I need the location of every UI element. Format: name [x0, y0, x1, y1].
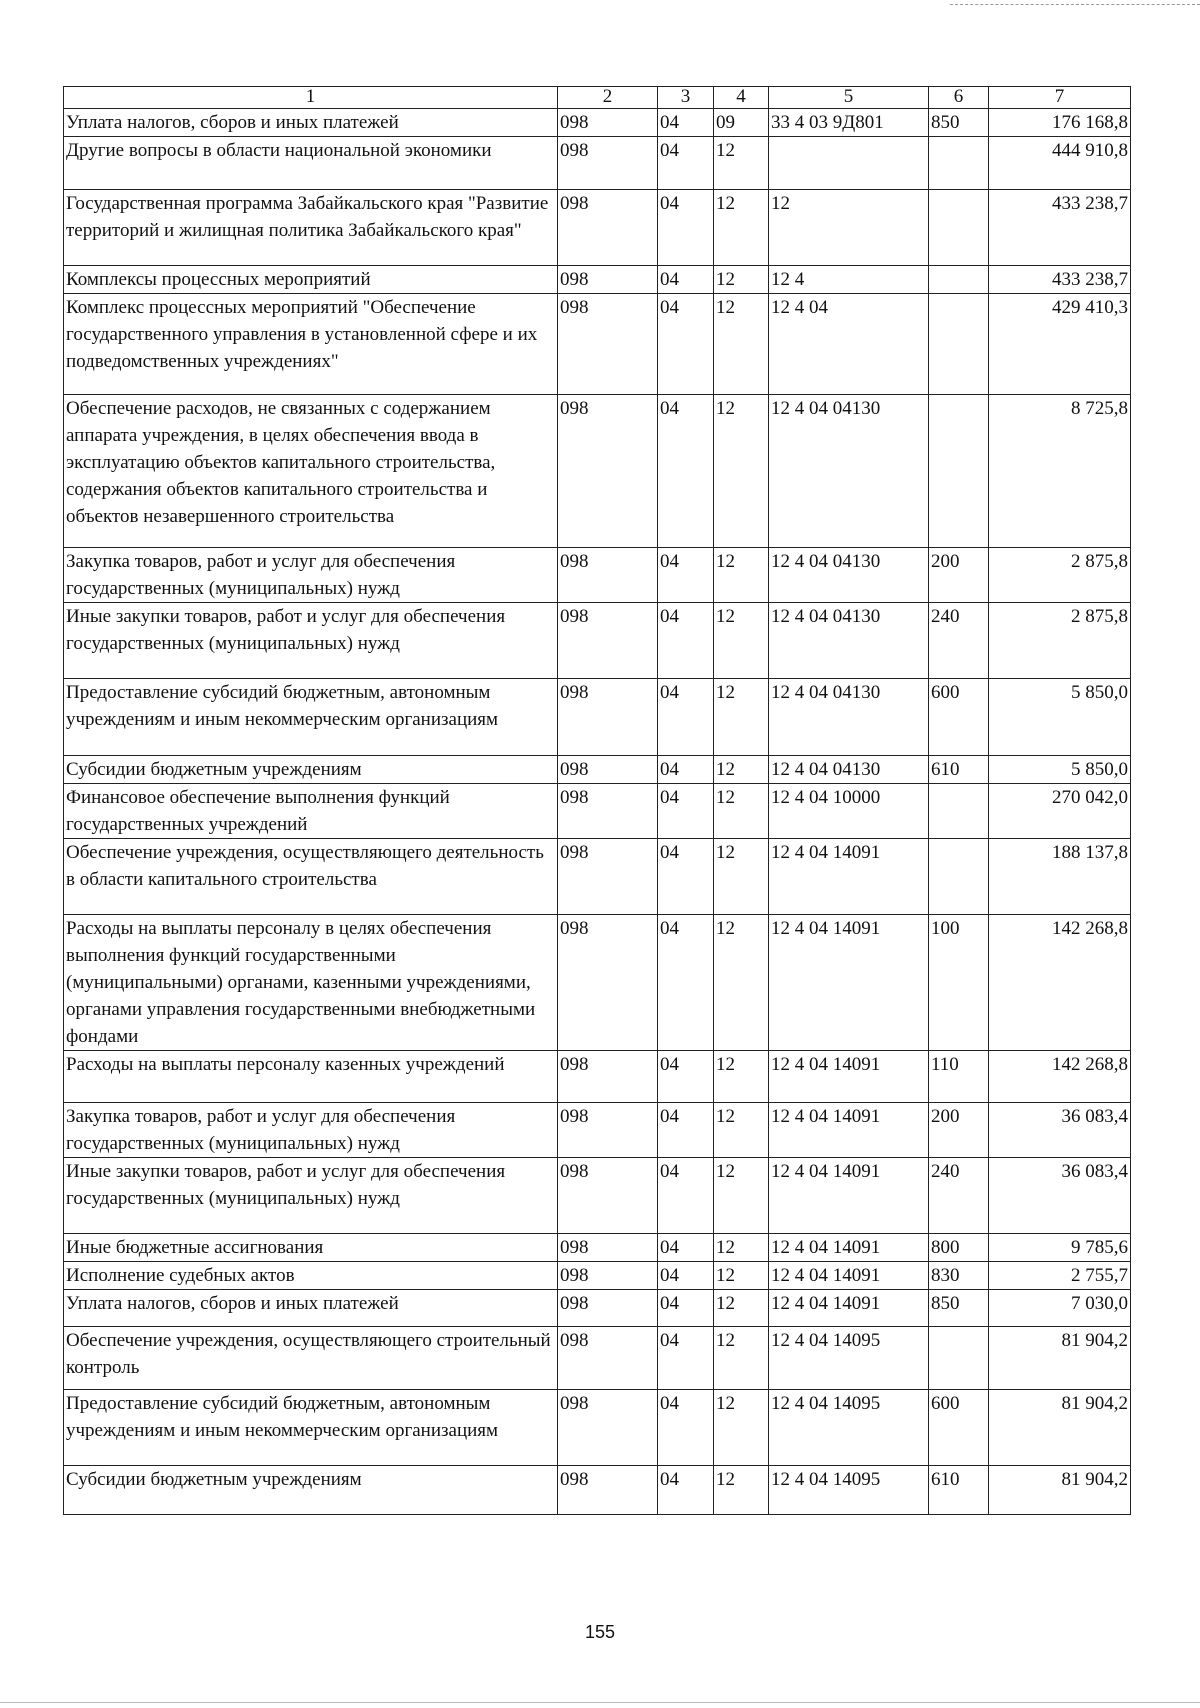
row-col5-cell: 12	[769, 190, 929, 266]
row-name-cell: Субсидии бюджетным учреждениям	[64, 1466, 558, 1515]
row-col3-cell: 04	[658, 756, 714, 784]
row-col5-cell: 12 4 04 14091	[769, 1234, 929, 1262]
row-col2-cell: 098	[558, 1234, 658, 1262]
table-row	[64, 1234, 1131, 1262]
row-amount-cell: 81 904,2	[989, 1466, 1131, 1515]
row-col4-cell: 12	[714, 603, 769, 679]
table-row	[64, 190, 1131, 266]
row-col2-cell: 098	[558, 1390, 658, 1466]
row-name-cell: Обеспечение расходов, не связанных с содержанием аппарата учреждения, в целях обеспечения ввода в эксплуатацию объектов капитального строительства, содержания объектов капитального строительства и объектов незавершенного строительства	[64, 395, 558, 548]
row-col3-cell: 04	[658, 1290, 714, 1327]
row-col4-cell: 12	[714, 915, 769, 1051]
row-col3-cell: 04	[658, 1466, 714, 1515]
row-name-cell: Предоставление субсидий бюджетным, автономным учреждениям и иным некоммерческим организациям	[64, 679, 558, 756]
row-col2-cell: 098	[558, 1466, 658, 1515]
row-col5-cell: 12 4 04 14091	[769, 1103, 929, 1158]
table-row	[64, 1051, 1131, 1103]
row-name-cell: Иные бюджетные ассигнования	[64, 1234, 558, 1262]
row-col6-cell: 600	[929, 1390, 989, 1466]
row-col2-cell: 098	[558, 294, 658, 395]
row-col6-cell	[929, 1327, 989, 1390]
bottom-rule	[0, 1702, 1200, 1704]
row-name-cell: Предоставление субсидий бюджетным, автономным учреждениям и иным некоммерческим организациям	[64, 1390, 558, 1466]
row-col6-cell	[929, 784, 989, 839]
row-amount-cell: 36 083,4	[989, 1103, 1131, 1158]
row-col6-cell: 240	[929, 603, 989, 679]
row-col2-cell: 098	[558, 190, 658, 266]
row-col4-cell: 12	[714, 784, 769, 839]
row-col2-cell: 098	[558, 1158, 658, 1234]
row-col4-cell: 12	[714, 1051, 769, 1103]
table-row	[64, 548, 1131, 603]
row-amount-cell: 2 755,7	[989, 1262, 1131, 1290]
row-col4-cell: 12	[714, 395, 769, 548]
row-col5-cell: 12 4 04 14091	[769, 1158, 929, 1234]
row-amount-cell: 7 030,0	[989, 1290, 1131, 1327]
row-amount-cell: 433 238,7	[989, 266, 1131, 294]
row-name-cell: Расходы на выплаты персоналу в целях обеспечения выполнения функций государственными (муниципальными) органами, казенными учреждениями, органами управления государственными внебюджетными фондами	[64, 915, 558, 1051]
row-name-cell: Обеспечение учреждения, осуществляющего деятельность в области капитального строительства	[64, 839, 558, 915]
row-name-cell: Финансовое обеспечение выполнения функций государственных учреждений	[64, 784, 558, 839]
table-row	[64, 915, 1131, 1051]
row-col4-cell: 12	[714, 548, 769, 603]
table-row	[64, 137, 1131, 190]
row-col2-cell: 098	[558, 548, 658, 603]
row-col6-cell: 200	[929, 548, 989, 603]
row-amount-cell: 176 168,8	[989, 109, 1131, 137]
row-name-cell: Обеспечение учреждения, осуществляющего строительный контроль	[64, 1327, 558, 1390]
row-col6-cell: 610	[929, 1466, 989, 1515]
header-cell-6: 6	[929, 87, 989, 109]
row-name-cell: Субсидии бюджетным учреждениям	[64, 756, 558, 784]
row-col4-cell: 12	[714, 756, 769, 784]
row-col3-cell: 04	[658, 109, 714, 137]
row-col3-cell: 04	[658, 395, 714, 548]
table-row	[64, 784, 1131, 839]
row-col5-cell: 12 4 04 04130	[769, 603, 929, 679]
row-col6-cell: 600	[929, 679, 989, 756]
table-row	[64, 266, 1131, 294]
row-amount-cell: 81 904,2	[989, 1390, 1131, 1466]
row-col3-cell: 04	[658, 294, 714, 395]
row-amount-cell: 36 083,4	[989, 1158, 1131, 1234]
row-col2-cell: 098	[558, 1327, 658, 1390]
row-col6-cell	[929, 266, 989, 294]
table-row	[64, 1158, 1131, 1234]
row-col2-cell: 098	[558, 603, 658, 679]
row-name-cell: Другие вопросы в области национальной экономики	[64, 137, 558, 190]
row-col6-cell	[929, 137, 989, 190]
row-col6-cell: 830	[929, 1262, 989, 1290]
table-row	[64, 1290, 1131, 1327]
row-amount-cell: 188 137,8	[989, 839, 1131, 915]
row-name-cell: Иные закупки товаров, работ и услуг для обеспечения государственных (муниципальных) нужд	[64, 1158, 558, 1234]
row-col3-cell: 04	[658, 679, 714, 756]
row-col5-cell: 33 4 03 9Д801	[769, 109, 929, 137]
row-col2-cell: 098	[558, 839, 658, 915]
header-cell-2: 2	[558, 87, 658, 109]
row-col3-cell: 04	[658, 603, 714, 679]
row-col2-cell: 098	[558, 266, 658, 294]
header-cell-4: 4	[714, 87, 769, 109]
row-amount-cell: 2 875,8	[989, 603, 1131, 679]
row-name-cell: Государственная программа Забайкальского края "Развитие территорий и жилищная политика Забайкальского края"	[64, 190, 558, 266]
row-col6-cell	[929, 839, 989, 915]
budget-table	[63, 86, 1131, 1515]
row-col6-cell: 850	[929, 109, 989, 137]
row-col5-cell: 12 4 04 14095	[769, 1466, 929, 1515]
row-col4-cell: 12	[714, 1103, 769, 1158]
row-col4-cell: 12	[714, 1290, 769, 1327]
row-col3-cell: 04	[658, 1051, 714, 1103]
row-col2-cell: 098	[558, 395, 658, 548]
row-col4-cell: 12	[714, 679, 769, 756]
row-col6-cell: 200	[929, 1103, 989, 1158]
table-body	[64, 109, 1131, 1515]
row-col5-cell: 12 4 04 14091	[769, 915, 929, 1051]
row-col6-cell	[929, 294, 989, 395]
table-row	[64, 1466, 1131, 1515]
row-col6-cell: 100	[929, 915, 989, 1051]
row-col4-cell: 12	[714, 1262, 769, 1290]
row-amount-cell: 429 410,3	[989, 294, 1131, 395]
row-col2-cell: 098	[558, 137, 658, 190]
table-row	[64, 1390, 1131, 1466]
row-amount-cell: 433 238,7	[989, 190, 1131, 266]
row-col4-cell: 12	[714, 137, 769, 190]
row-col5-cell: 12 4 04 04130	[769, 548, 929, 603]
row-col3-cell: 04	[658, 1234, 714, 1262]
row-name-cell: Уплата налогов, сборов и иных платежей	[64, 1290, 558, 1327]
row-col2-cell: 098	[558, 1290, 658, 1327]
row-col2-cell: 098	[558, 1051, 658, 1103]
row-col5-cell: 12 4 04 14091	[769, 839, 929, 915]
row-amount-cell: 142 268,8	[989, 1051, 1131, 1103]
row-name-cell: Комплекс процессных мероприятий "Обеспечение государственного управления в установленной сфере и их подведомственных учреждениях"	[64, 294, 558, 395]
row-col6-cell	[929, 395, 989, 548]
table-row	[64, 294, 1131, 395]
row-col3-cell: 04	[658, 784, 714, 839]
row-col3-cell: 04	[658, 1390, 714, 1466]
table-row	[64, 756, 1131, 784]
row-col3-cell: 04	[658, 1262, 714, 1290]
row-col4-cell: 12	[714, 190, 769, 266]
row-col3-cell: 04	[658, 137, 714, 190]
row-col6-cell: 240	[929, 1158, 989, 1234]
row-col5-cell: 12 4 04 14091	[769, 1290, 929, 1327]
row-col5-cell: 12 4 04 14095	[769, 1390, 929, 1466]
row-col2-cell: 098	[558, 915, 658, 1051]
row-col4-cell: 12	[714, 294, 769, 395]
row-col4-cell: 12	[714, 1466, 769, 1515]
row-name-cell: Исполнение судебных актов	[64, 1262, 558, 1290]
header-cell-5: 5	[769, 87, 929, 109]
row-col4-cell: 12	[714, 1390, 769, 1466]
row-col2-cell: 098	[558, 784, 658, 839]
row-col2-cell: 098	[558, 756, 658, 784]
row-col3-cell: 04	[658, 1158, 714, 1234]
table-row	[64, 839, 1131, 915]
page-number: 155	[584, 1622, 616, 1642]
table-row	[64, 1103, 1131, 1158]
top-rule	[950, 4, 1200, 6]
row-amount-cell: 9 785,6	[989, 1234, 1131, 1262]
row-col4-cell: 12	[714, 839, 769, 915]
row-col4-cell: 12	[714, 1158, 769, 1234]
row-col2-cell: 098	[558, 1262, 658, 1290]
header-cell-3: 3	[658, 87, 714, 109]
row-col5-cell: 12 4 04 04130	[769, 756, 929, 784]
row-col4-cell: 12	[714, 266, 769, 294]
row-col3-cell: 04	[658, 915, 714, 1051]
row-col3-cell: 04	[658, 1103, 714, 1158]
row-col2-cell: 098	[558, 679, 658, 756]
header-cell-7: 7	[989, 87, 1131, 109]
row-col6-cell	[929, 190, 989, 266]
row-name-cell: Иные закупки товаров, работ и услуг для обеспечения государственных (муниципальных) нужд	[64, 603, 558, 679]
row-col2-cell: 098	[558, 1103, 658, 1158]
row-amount-cell: 270 042,0	[989, 784, 1131, 839]
row-col5-cell: 12 4 04	[769, 294, 929, 395]
header-cell-1: 1	[64, 87, 558, 109]
row-col4-cell: 12	[714, 1327, 769, 1390]
row-col6-cell: 610	[929, 756, 989, 784]
row-col5-cell: 12 4 04 04130	[769, 395, 929, 548]
row-col5-cell: 12 4	[769, 266, 929, 294]
row-name-cell: Расходы на выплаты персоналу казенных учреждений	[64, 1051, 558, 1103]
row-name-cell: Комплексы процессных мероприятий	[64, 266, 558, 294]
row-amount-cell: 142 268,8	[989, 915, 1131, 1051]
row-col6-cell: 800	[929, 1234, 989, 1262]
row-col5-cell: 12 4 04 10000	[769, 784, 929, 839]
row-col3-cell: 04	[658, 1327, 714, 1390]
row-amount-cell: 81 904,2	[989, 1327, 1131, 1390]
row-col5-cell: 12 4 04 14091	[769, 1262, 929, 1290]
row-amount-cell: 8 725,8	[989, 395, 1131, 548]
row-name-cell: Закупка товаров, работ и услуг для обеспечения государственных (муниципальных) нужд	[64, 548, 558, 603]
row-amount-cell: 5 850,0	[989, 679, 1131, 756]
row-col3-cell: 04	[658, 266, 714, 294]
table-row	[64, 109, 1131, 137]
row-col5-cell: 12 4 04 14095	[769, 1327, 929, 1390]
table-row	[64, 603, 1131, 679]
table-row	[64, 1262, 1131, 1290]
row-col5-cell	[769, 137, 929, 190]
header-row	[64, 87, 1131, 109]
row-amount-cell: 5 850,0	[989, 756, 1131, 784]
row-col4-cell: 09	[714, 109, 769, 137]
row-amount-cell: 2 875,8	[989, 548, 1131, 603]
row-col4-cell: 12	[714, 1234, 769, 1262]
row-name-cell: Закупка товаров, работ и услуг для обеспечения государственных (муниципальных) нужд	[64, 1103, 558, 1158]
row-col2-cell: 098	[558, 109, 658, 137]
row-col3-cell: 04	[658, 839, 714, 915]
table-row	[64, 395, 1131, 548]
row-name-cell: Уплата налогов, сборов и иных платежей	[64, 109, 558, 137]
table-row	[64, 1327, 1131, 1390]
row-col3-cell: 04	[658, 548, 714, 603]
row-col3-cell: 04	[658, 190, 714, 266]
table-row	[64, 679, 1131, 756]
row-col5-cell: 12 4 04 14091	[769, 1051, 929, 1103]
row-col6-cell: 110	[929, 1051, 989, 1103]
row-amount-cell: 444 910,8	[989, 137, 1131, 190]
row-col6-cell: 850	[929, 1290, 989, 1327]
row-col5-cell: 12 4 04 04130	[769, 679, 929, 756]
